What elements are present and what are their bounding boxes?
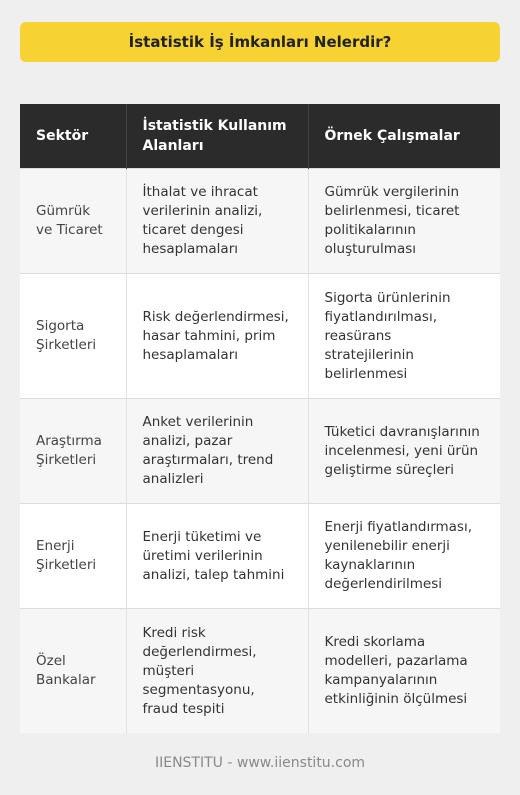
data-table: [20, 104, 500, 733]
cell-usage: İthalat ve ihracat verilerinin analizi, ticaret dengesi hesaplamaları: [126, 169, 308, 274]
cell-usage: Risk değerlendirmesi, hasar tahmini, prim hesaplamaları: [126, 274, 308, 399]
cell-examples: Sigorta ürünlerinin fiyatlandırılması, reasürans stratejilerinin belirlenmesi: [308, 274, 500, 399]
cell-sector: Sigorta Şirketleri: [20, 274, 126, 399]
header-example-works: Örnek Çalışmalar: [308, 104, 500, 169]
cell-sector: Araştırma Şirketleri: [20, 399, 126, 504]
title-banner: [20, 22, 500, 62]
table-row: [20, 609, 500, 734]
cell-examples: Kredi skorlama modelleri, pazarlama kampanyalarının etkinliğinin ölçülmesi: [308, 609, 500, 734]
table-row: [20, 399, 500, 504]
header-usage-areas: İstatistik Kullanım Alanları: [126, 104, 308, 169]
cell-sector: Özel Bankalar: [20, 609, 126, 734]
table-header-row: [20, 104, 500, 169]
cell-usage: Anket verilerinin analizi, pazar araştırmaları, trend analizleri: [126, 399, 308, 504]
cell-examples: Gümrük vergilerinin belirlenmesi, ticaret politikalarının oluşturulması: [308, 169, 500, 274]
table-row: [20, 169, 500, 274]
table-row: [20, 504, 500, 609]
cell-examples: Enerji fiyatlandırması, yenilenebilir enerji kaynaklarının değerlendirilmesi: [308, 504, 500, 609]
cell-usage: Enerji tüketimi ve üretimi verilerinin analizi, talep tahmini: [126, 504, 308, 609]
header-sector: Sektör: [20, 104, 126, 169]
cell-sector: Gümrük ve Ticaret: [20, 169, 126, 274]
cell-usage: Kredi risk değerlendirmesi, müşteri segmentasyonu, fraud tespiti: [126, 609, 308, 734]
cell-examples: Tüketici davranışlarının incelenmesi, yeni ürün geliştirme süreçleri: [308, 399, 500, 504]
table-row: [20, 274, 500, 399]
page-title: İstatistik İş İmkanları Nelerdir?: [128, 33, 392, 51]
cell-sector: Enerji Şirketleri: [20, 504, 126, 609]
footer-credit: IIENSTITU - www.iienstitu.com: [154, 755, 366, 771]
